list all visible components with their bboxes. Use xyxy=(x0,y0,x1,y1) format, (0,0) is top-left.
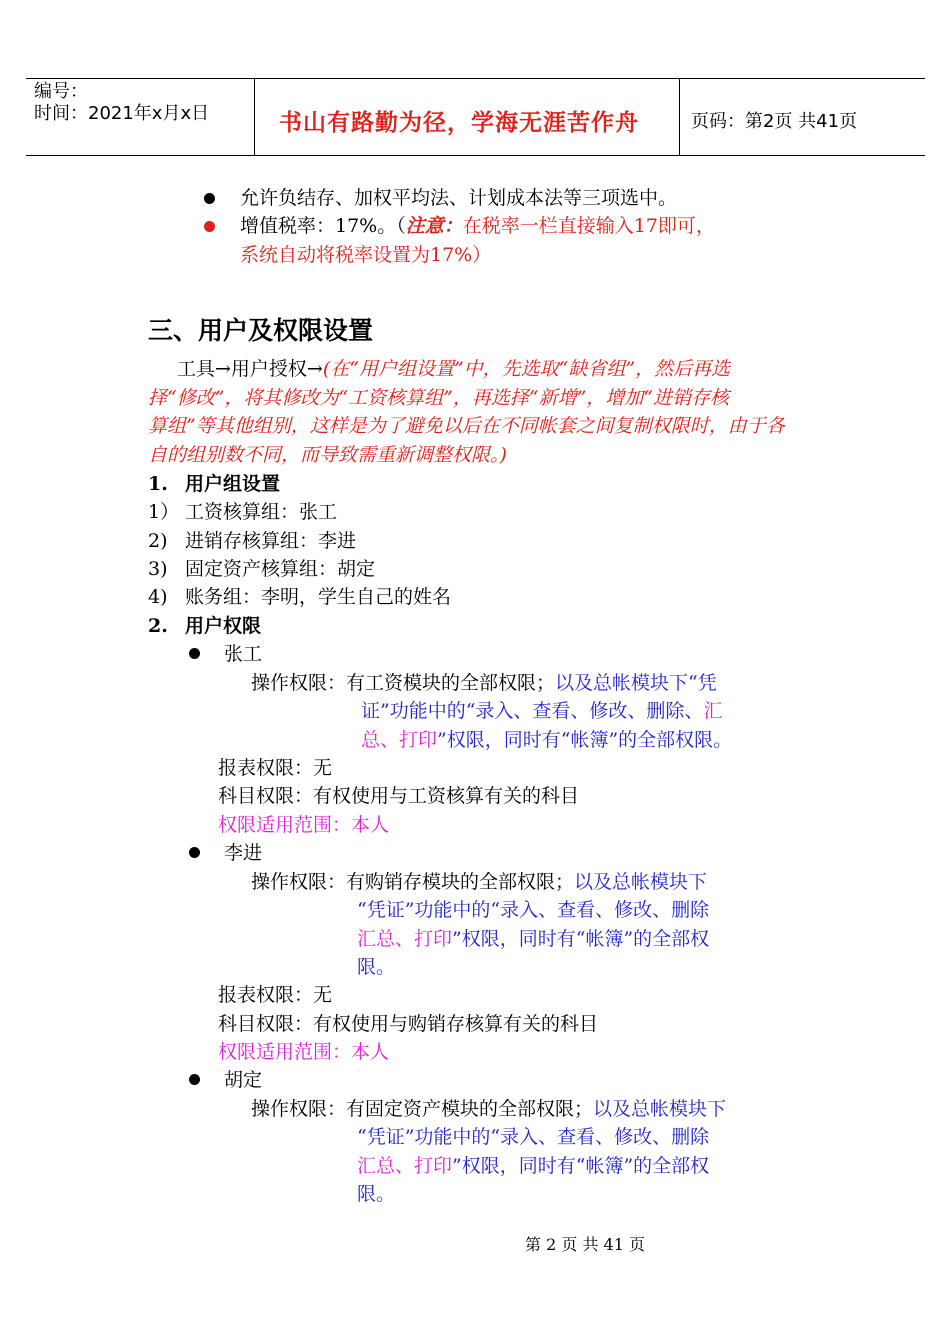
section-title: 三、用户及权限设置 xyxy=(148,316,374,345)
subject-permission: 科目权限：有权使用与购销存核算有关的科目 xyxy=(218,1013,599,1035)
group-item-number: 2) xyxy=(148,530,168,552)
note-label: 注意： xyxy=(405,215,463,237)
intro-line-4: 自的组别数不同，而导致需重新调整权限。) xyxy=(148,444,507,466)
op-line-3: 汇总、打印”权限，同时有“帐簿”的全部权 xyxy=(357,1155,710,1177)
report-permission: 报表权限：无 xyxy=(218,984,333,1006)
op-line-1: 操作权限：有工资模块的全部权限；以及总帐模块下“凭 xyxy=(251,672,717,694)
bullet-text-inventory: 允许负结存、加权平均法、计划成本法等三项选中。 xyxy=(240,187,678,209)
header-motto: 书山有路勤为径，学海无涯苦作舟 xyxy=(279,109,639,136)
report-permission: 报表权限：无 xyxy=(218,757,333,779)
permission-scope: 权限适用范围：本人 xyxy=(218,1041,390,1063)
intro-line-1 xyxy=(177,355,730,383)
bullet-black-icon xyxy=(189,648,200,659)
group-item-number: 3) xyxy=(148,558,168,580)
header-bottom-rule xyxy=(26,155,925,156)
op-line-4: 限。 xyxy=(357,956,396,978)
bullet-text-vat: 增值税率：17%。（注意：在税率一栏直接输入17即可， xyxy=(240,215,715,237)
permissions-number: 2. xyxy=(148,615,168,637)
user-name: 李进 xyxy=(224,842,263,864)
header-divider-right xyxy=(679,78,680,155)
header-page-info: 页码：第2页 共41页 xyxy=(691,111,858,132)
op-line-1: 操作权限：有固定资产模块的全部权限；以及总帐模块下 xyxy=(251,1098,727,1120)
intro-line-2: 择“修改”，将其修改为“工资核算组”，再选择“新增”，增加“进销存核 xyxy=(148,387,729,409)
bullet-black-icon xyxy=(204,193,215,204)
header-top-rule xyxy=(26,78,925,79)
group-item-text: 账务组：李明，学生自己的姓名 xyxy=(185,586,452,608)
bullet-black-icon xyxy=(189,847,200,858)
permission-scope: 权限适用范围：本人 xyxy=(218,814,390,836)
groups-title: 用户组设置 xyxy=(185,473,281,495)
header-time-label: 时间：2021年x月x日 xyxy=(34,103,210,124)
group-item-number: 1） xyxy=(148,501,180,523)
note-line-1: 在税率一栏直接输入17即可， xyxy=(462,215,715,237)
user-name: 胡定 xyxy=(224,1069,263,1091)
op-line-2: “凭证”功能中的“录入、查看、修改、删除 xyxy=(357,1126,710,1148)
bullet-red-icon xyxy=(204,221,215,232)
op-line-4: 限。 xyxy=(357,1183,396,1205)
subject-permission: 科目权限：有权使用与工资核算有关的科目 xyxy=(218,785,580,807)
op-line-3: 总、打印”权限，同时有“帐簿”的全部权限。 xyxy=(361,729,733,751)
intro-note-1: (在“用户组设置”中，先选取“缺省组”，然后再选 xyxy=(322,358,731,380)
op-line-2: “凭证”功能中的“录入、查看、修改、删除 xyxy=(357,899,710,921)
permissions-title: 用户权限 xyxy=(185,615,262,637)
op-line-3: 汇总、打印”权限，同时有“帐簿”的全部权 xyxy=(357,928,710,950)
page-footer: 第 2 页 共 41 页 xyxy=(525,1235,645,1254)
group-item-text: 进销存核算组：李进 xyxy=(185,530,357,552)
op-line-2: 证”功能中的“录入、查看、修改、删除、汇 xyxy=(361,700,723,722)
user-name: 张工 xyxy=(224,643,263,665)
bullet-black-icon xyxy=(189,1074,200,1085)
group-item-number: 4) xyxy=(148,586,168,608)
group-item-text: 固定资产核算组：胡定 xyxy=(185,558,376,580)
header-divider-left xyxy=(254,78,255,155)
intro-line-3: 算组”等其他组别，这样是为了避免以后在不同帐套之间复制权限时，由于各 xyxy=(148,415,785,437)
group-item-text: 工资核算组：张工 xyxy=(185,501,338,523)
note-line-2: 系统自动将税率设置为17%） xyxy=(240,244,492,266)
header-serial-label: 编号： xyxy=(34,81,88,102)
intro-prefix: 工具→用户授权→ xyxy=(177,358,323,380)
op-line-1: 操作权限：有购销存模块的全部权限；以及总帐模块下 xyxy=(251,871,708,893)
groups-number: 1. xyxy=(148,473,168,495)
